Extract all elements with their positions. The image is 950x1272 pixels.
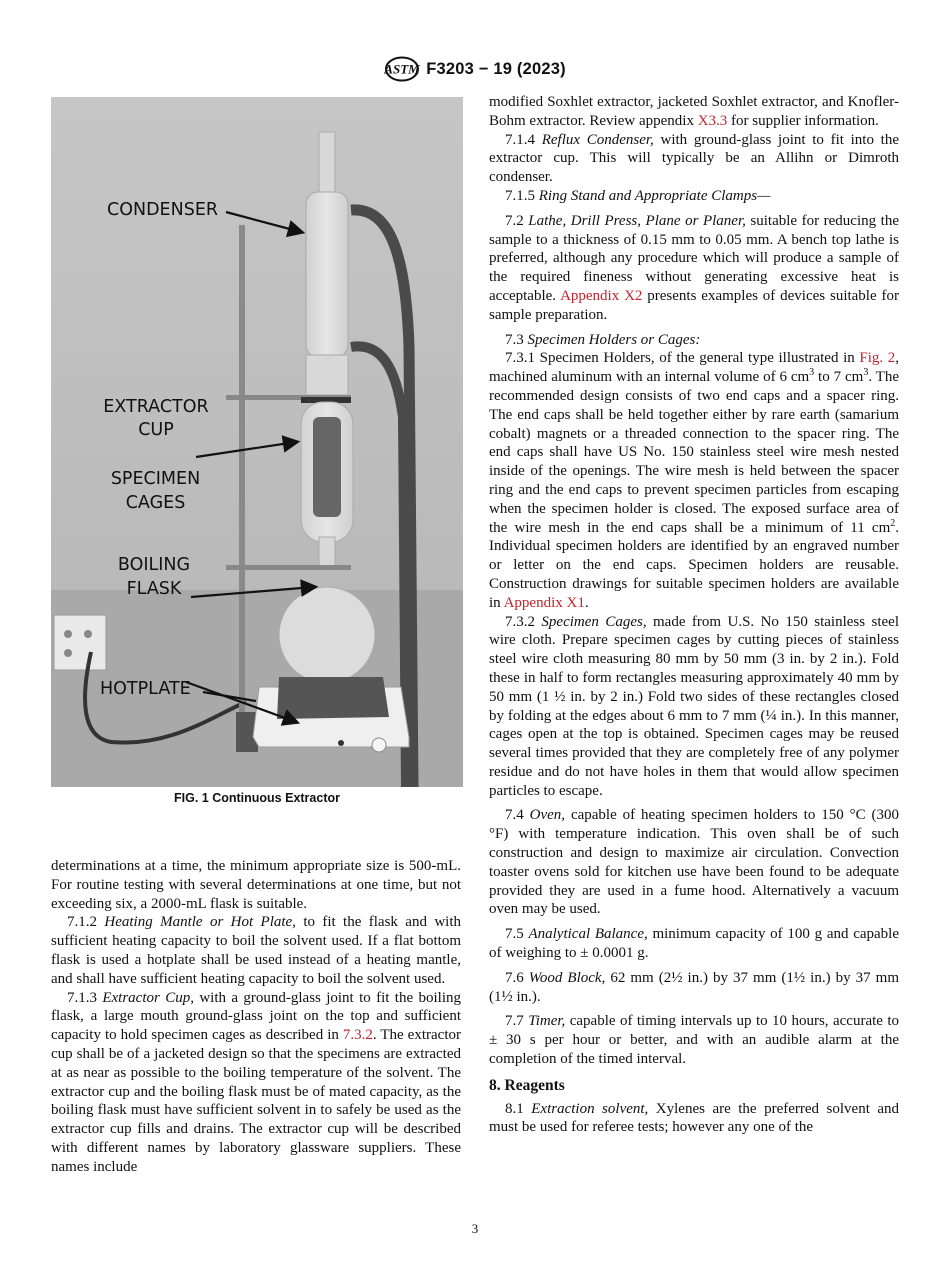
- section-7-1-4: 7.1.4 Reflux Condenser, with ground-glass joint to fit into the extractor cup. This will typically be an Allihn or Dimroth condenser.: [489, 131, 899, 186]
- paragraph-7-1-1-continued: determinations at a time, the minimum appropriate size is 500-mL. For routine testing with several determinations at one time, but not exceeding six, a 2000-mL flask is suitable.: [51, 858, 461, 912]
- section-7-2: 7.2 Lathe, Drill Press, Plane or Planer, suitable for reducing the sample to a thickness of 0.15 mm to 0.05 mm. A bench top lathe is preferred, although any procedure which will produce a sample of the required fineness without generating excessive heat is acceptable. Appendix X2 presents examples of devices suitable for sample preparation.: [489, 212, 899, 323]
- section-7-3-2: 7.3.2 Specimen Cages, made from U.S. No 150 stainless steel wire cloth. Prepare specimen cages by cutting pieces of stainless steel wire cloth measuring 80 mm by 50 mm (3 in. by 2 in.). Fold these in half to form rectangles measuring approximately 40 mm by 50 mm (1 ½ in. by 2 in.) Fold two sides of these rectangles closed by folding at the edges about 6 mm to 7 mm (¼ in.). In this manner, cages open at the top is obtained. Specimen cages may be reused several times provided that they are completely free of any polymer residue and do not have holes in them that would allow specimen particles to escape.: [489, 613, 899, 799]
- label-specimen-cages-line2: CAGES: [125, 493, 186, 513]
- left-column: [51, 857, 461, 1177]
- section-heading-reagents: 8. Reagents: [489, 1076, 565, 1094]
- astm-logo-icon: [384, 56, 420, 82]
- section-7-1-2: 7.1.2 Heating Mantle or Hot Plate, to fit the flask and with sufficient heating capacity to boil the solvent used. If a flat bottom flask is used a hotplate shall be used instead of a heating mantle, and shall have sufficient heating capacity to boil the solvent used.: [51, 914, 461, 987]
- section-7-7: 7.7 Timer, capable of timing intervals up to 10 hours, accurate to ± 30 s per hour or better, and with an audible alarm at the completion of the timed interval.: [489, 1013, 900, 1068]
- svg-text:ASTM: ASTM: [384, 61, 420, 77]
- label-extractor-cup-line2: CUP: [138, 420, 174, 440]
- right-column: [489, 93, 899, 1137]
- link-x3-3[interactable]: X3.3: [697, 112, 728, 129]
- label-extractor-cup-line1: EXTRACTOR: [103, 397, 209, 417]
- label-condenser: CONDENSER: [107, 200, 219, 220]
- link-appendix-x2[interactable]: Appendix X2: [560, 287, 643, 304]
- figure-caption: FIG. 1 Continuous Extractor: [174, 791, 340, 805]
- figure-continuous-extractor: [51, 97, 463, 787]
- label-boiling-flask-line2: FLASK: [126, 579, 182, 599]
- section-8-1: 8.1 Extraction solvent, Xylenes are the preferred solvent and must be used for referee tests; however any one of the: [489, 1100, 900, 1136]
- section-7-1-3: 7.1.3 Extractor Cup, with a ground-glass joint to fit the boiling flask, a large mouth ground-glass joint on the top and sufficient capacity to hold specimen cages as described in 7.3.2. The extractor cup shall be of a jacketed design so that the specimens are extracted at as near as possible to the boiling temperature of the solvent. The extractor cup and the boiling flask must be of mated capacity, as the boiling flask must have sufficient solvent in to safely be used as the extractor cup fills and drains. The extractor cup will be described with different names by laboratory glassware suppliers. These names include: [51, 989, 461, 1175]
- section-7-6: 7.6 Wood Block, 62 mm (2½ in.) by 37 mm (1½ in.) by 37 mm (1½ in.).: [489, 969, 899, 1005]
- document-designation: F3203 − 19 (2023): [426, 59, 566, 78]
- page-number: 3: [471, 1221, 479, 1236]
- page-header: [0, 56, 950, 87]
- label-boiling-flask-line1: BOILING: [117, 555, 191, 575]
- label-hotplate: HOTPLATE: [100, 679, 191, 699]
- section-7-3: 7.3 Specimen Holders or Cages:: [505, 331, 701, 348]
- link-appendix-x1[interactable]: Appendix X1: [503, 594, 585, 611]
- section-7-3-1: 7.3.1 Specimen Holders, of the general type illustrated in Fig. 2, machined aluminum with an internal volume of 6 $cm^3$ to 7 $cm^3$. The recommended design consists of two end caps and a spacer ring. The end caps shall be held together either by rare earth (samarium cobalt) magnets or a threaded connection to the spacer ring. The end caps shall have US No. 150 stainless steel wire mesh nested inside of the openings. The wire mesh is held between the spacer ring and the end caps to prevent specimen particles from escaping when the specimen holder is closed. The exposed surface area of the wire mesh in the end caps shall be a minimum of 11 $cm^2$. Individual specimen holders are identified by an engraved number or letter on the end caps. Specimen holders are reusable. Construction drawings for suitable specimen holders are available in Appendix X1.: [489, 350, 900, 611]
- link-7-3-2[interactable]: 7.3.2: [342, 1027, 373, 1044]
- section-7-5: 7.5 Analytical Balance, minimum capacity of 100 g and capable of weighing to ± 0.0001 g.: [489, 926, 899, 962]
- section-7-4: 7.4 Oven, capable of heating specimen holders to 150 °C (300 °F) with temperature indication. This oven shall be of such construction and design to maximize air circulation. Convection toaster ovens sold for kitchen use have been found to be adequate provided they are used in a fume hood. Alternatively a vacuum oven may be used.: [489, 807, 900, 918]
- label-specimen-cages-line1: SPECIMEN: [110, 469, 201, 489]
- paragraph-7-1-3-continued: modified Soxhlet extractor, jacketed Soxhlet extractor, and Knofler-Bohm extractor. Review appendix X3.3 for supplier information.: [489, 94, 899, 129]
- section-7-1-5: 7.1.5 Ring Stand and Appropriate Clamps—: [505, 187, 771, 204]
- link-fig-2[interactable]: Fig. 2: [859, 350, 896, 367]
